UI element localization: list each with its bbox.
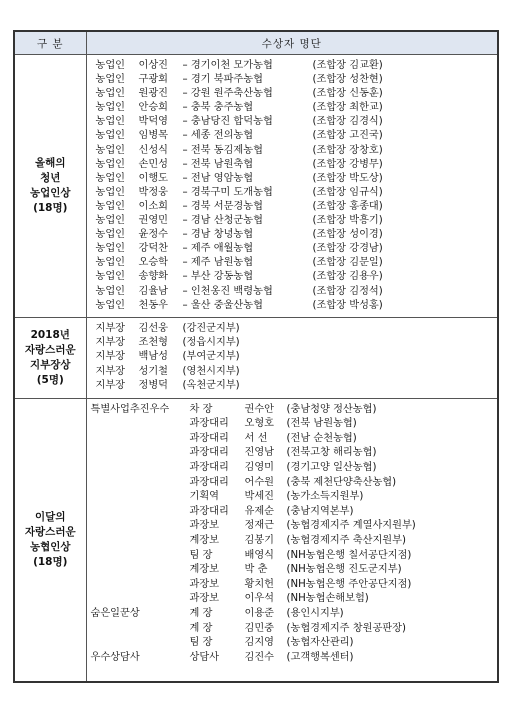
awardee-title: 농업인 bbox=[95, 243, 126, 255]
awardee-org: (농협자산관리) bbox=[286, 637, 354, 649]
awardee-org: – 전북 남원축협 bbox=[182, 158, 254, 170]
list-item bbox=[87, 322, 498, 336]
awardee-title: 농업인 bbox=[95, 229, 126, 241]
awardee-note: (조합장 박흥기) bbox=[312, 215, 383, 227]
awardee-title: 농업인 bbox=[95, 285, 126, 297]
list-item bbox=[87, 200, 498, 214]
list-item bbox=[87, 578, 498, 593]
list-item bbox=[87, 365, 498, 379]
awardee-org: – 충남당진 합덕농협 bbox=[182, 116, 273, 128]
awardee-org: – 경북구미 도개농협 bbox=[182, 186, 273, 198]
awardee-note: (조합장 홍종대) bbox=[312, 200, 383, 212]
header-row bbox=[14, 31, 498, 55]
list-item bbox=[87, 490, 498, 505]
awardee-name: 박덕영 bbox=[138, 116, 169, 128]
awardee-group: 숨은일꾼상 bbox=[90, 607, 140, 619]
awardee-name: 서 선 bbox=[244, 432, 268, 444]
awardee-note: (조합장 김용우) bbox=[312, 271, 383, 283]
awardee-title: 팀 장 bbox=[189, 637, 213, 649]
list-item bbox=[87, 519, 498, 534]
awardee-name: 이용준 bbox=[244, 607, 275, 619]
list-item bbox=[87, 242, 498, 256]
list-item bbox=[87, 607, 498, 622]
list-item bbox=[87, 256, 498, 270]
list-item bbox=[87, 592, 498, 607]
awardee-org: (경기고양 일산농협) bbox=[286, 462, 377, 474]
awardee-name: 신성식 bbox=[138, 144, 169, 156]
list-item bbox=[87, 563, 498, 578]
awardee-org: (NH농협손해보험) bbox=[286, 593, 369, 605]
awardee-note: (조합장 임규식) bbox=[312, 186, 383, 198]
awardee-org: (충북 제천단양축산농협) bbox=[286, 476, 397, 488]
awardee-org: (충남지역본부) bbox=[286, 505, 354, 517]
list-item bbox=[87, 214, 498, 228]
list-item bbox=[87, 228, 498, 242]
awardee-name: 조천형 bbox=[138, 337, 169, 349]
awardee-note: (조합장 고진국) bbox=[312, 130, 383, 142]
awardee-name: 정병덕 bbox=[138, 380, 169, 392]
awardee-org: – 충북 충주농협 bbox=[182, 102, 254, 114]
awardee-name: 원광진 bbox=[138, 88, 169, 100]
section-young-farmer bbox=[14, 55, 498, 318]
awardee-name: 안승희 bbox=[138, 102, 169, 114]
awardee-org: – 경북 서문경농협 bbox=[182, 200, 263, 212]
awardee-note: (조합장 김정석) bbox=[312, 285, 383, 297]
awardee-title: 계장보 bbox=[189, 534, 220, 546]
awardee-org: – 경남 창녕농협 bbox=[182, 229, 254, 241]
awardee-org: (충남청양 정산농협) bbox=[286, 403, 377, 415]
list-item bbox=[87, 549, 498, 564]
awardee-name: 송향화 bbox=[138, 271, 169, 283]
list-item bbox=[87, 417, 498, 432]
awardee-name: 김선웅 bbox=[138, 322, 169, 334]
awardee-title: 지부장 bbox=[95, 322, 126, 334]
list-item bbox=[87, 115, 498, 129]
awardee-title: 지부장 bbox=[95, 380, 126, 392]
awardee-title: 농업인 bbox=[95, 88, 126, 100]
awardee-org: (NH농협은행 진도군지부) bbox=[286, 564, 402, 576]
awardee-name: 천동우 bbox=[138, 299, 169, 311]
awardee-title: 농업인 bbox=[95, 257, 126, 269]
awardee-title: 농업인 bbox=[95, 299, 126, 311]
awardee-name: 유제순 bbox=[244, 505, 275, 517]
awardee-org: – 경기이천 모가농협 bbox=[182, 60, 273, 71]
awardee-note: (조합장 강경남) bbox=[312, 243, 383, 255]
header-awardees: 수상자 명단 bbox=[86, 31, 498, 55]
awardee-title: 농업인 bbox=[95, 130, 126, 142]
list-item bbox=[87, 172, 498, 186]
list-item bbox=[87, 59, 498, 73]
awardee-name: 박 춘 bbox=[244, 564, 268, 576]
awardee-name: 권수안 bbox=[244, 403, 275, 415]
awardee-org: (부여군지부) bbox=[182, 351, 240, 363]
awardee-org: (강진군지부) bbox=[182, 322, 240, 334]
list-item bbox=[87, 651, 498, 666]
awardee-org: (농협경제지주 축산지원부) bbox=[286, 534, 406, 546]
awardee-org: – 인천옹진 백령농협 bbox=[182, 285, 273, 297]
awardee-org: – 부산 강동농협 bbox=[182, 271, 254, 283]
awardee-org: – 전북 동김제농협 bbox=[182, 144, 263, 156]
awardee-org: (NH농협은행 주안공단지점) bbox=[286, 578, 412, 590]
awardee-name: 황치헌 bbox=[244, 578, 275, 590]
section-monthly-nh bbox=[14, 398, 498, 682]
awardee-name: 이행도 bbox=[138, 172, 169, 184]
awardee-name: 윤정수 bbox=[138, 229, 169, 241]
awardee-title: 과장보 bbox=[189, 593, 220, 605]
awardee-title: 농업인 bbox=[95, 60, 126, 71]
list-item bbox=[87, 534, 498, 549]
awardee-title: 상담사 bbox=[189, 651, 220, 663]
awardee-org: (옥천군지부) bbox=[182, 380, 240, 392]
awardee-name: 이상진 bbox=[138, 60, 169, 71]
awardee-note: (조합장 신동훈) bbox=[312, 88, 383, 100]
awardee-note: (조합장 성이경) bbox=[312, 229, 383, 241]
list-item bbox=[87, 186, 498, 200]
list-item bbox=[87, 158, 498, 172]
awardee-title: 농업인 bbox=[95, 271, 126, 283]
awardee-title: 농업인 bbox=[95, 116, 126, 128]
awardee-title: 과장대리 bbox=[189, 447, 229, 459]
awardee-list bbox=[86, 317, 498, 398]
awardee-org: (농협경제지주 계열사지원부) bbox=[286, 520, 416, 532]
awardee-org: (농가소득지원부) bbox=[286, 491, 364, 503]
awardee-org: – 강원 원주축산농협 bbox=[182, 88, 273, 100]
awardee-title: 과장대리 bbox=[189, 462, 229, 474]
awardee-name: 정재근 bbox=[244, 520, 275, 532]
category-cell: 이달의 자랑스러운 농협인상 (18명) bbox=[14, 398, 86, 682]
awardee-org: (전남 순천농협) bbox=[286, 432, 357, 444]
awardee-org: (전북 남원농협) bbox=[286, 418, 357, 430]
awardee-title: 농업인 bbox=[95, 200, 126, 212]
awardee-name: 박세진 bbox=[244, 491, 275, 503]
awardee-note: (조합장 김경식) bbox=[312, 116, 383, 128]
list-item bbox=[87, 73, 498, 87]
awardee-title: 농업인 bbox=[95, 144, 126, 156]
awardee-name: 구광회 bbox=[138, 74, 169, 86]
awardee-note: (조합장 장창호) bbox=[312, 144, 383, 156]
category-cell: 2018년 자랑스러운 지부장상 (5명) bbox=[14, 317, 86, 398]
awardee-org: (NH농협은행 칠서공단지점) bbox=[286, 549, 412, 561]
list-item bbox=[87, 432, 498, 447]
awardee-title: 농업인 bbox=[95, 172, 126, 184]
awardee-org: – 세종 전의농협 bbox=[182, 130, 254, 142]
awardee-title: 과장대리 bbox=[189, 476, 229, 488]
awardee-org: – 제주 남원농협 bbox=[182, 257, 254, 269]
awardee-org: (전북고창 해리농협) bbox=[286, 447, 377, 459]
awardee-title: 차 장 bbox=[189, 403, 213, 415]
awardee-name: 김율남 bbox=[138, 285, 169, 297]
awardee-title: 과장대리 bbox=[189, 418, 229, 430]
awardee-note: (조합장 최한교) bbox=[312, 102, 383, 114]
list-item bbox=[87, 87, 498, 101]
list-item bbox=[87, 379, 498, 393]
awardee-title: 계 장 bbox=[189, 622, 213, 634]
awardee-title: 농업인 bbox=[95, 158, 126, 170]
awardee-name: 김지영 bbox=[244, 637, 275, 649]
awardee-title: 농업인 bbox=[95, 74, 126, 86]
header-category: 구 분 bbox=[14, 31, 86, 55]
awardee-title: 계장보 bbox=[189, 564, 220, 576]
awardee-org: – 울산 중울산농협 bbox=[182, 299, 263, 311]
awardee-name: 진영남 bbox=[244, 447, 275, 459]
list-item bbox=[87, 270, 498, 284]
awardee-name: 백남성 bbox=[138, 351, 169, 363]
awardee-note: (조합장 박도상) bbox=[312, 172, 383, 184]
awardee-name: 박정웅 bbox=[138, 186, 169, 198]
awardee-name: 이소희 bbox=[138, 200, 169, 212]
awardee-org: – 제주 애월농협 bbox=[182, 243, 254, 255]
awardee-name: 김민중 bbox=[244, 622, 275, 634]
awardee-org: (용인시지부) bbox=[286, 607, 344, 619]
awardee-org: – 경기 북파주농협 bbox=[182, 74, 263, 86]
list-item bbox=[87, 285, 498, 299]
awardee-title: 농업인 bbox=[95, 215, 126, 227]
awardee-org: – 전남 영암농협 bbox=[182, 172, 254, 184]
awardee-name: 오형호 bbox=[244, 418, 275, 430]
list-item bbox=[87, 446, 498, 461]
awardee-name: 이우석 bbox=[244, 593, 275, 605]
list-item bbox=[87, 336, 498, 350]
list-item bbox=[87, 476, 498, 491]
awardee-name: 오승학 bbox=[138, 257, 169, 269]
list-item bbox=[87, 101, 498, 115]
list-item bbox=[87, 636, 498, 651]
awardee-list bbox=[86, 55, 498, 318]
awardee-name: 권영민 bbox=[138, 215, 169, 227]
awardee-title: 지부장 bbox=[95, 365, 126, 377]
list-item bbox=[87, 403, 498, 418]
awardee-org: (농협경제지주 창원공판장) bbox=[286, 622, 406, 634]
awardee-name: 김진수 bbox=[244, 651, 275, 663]
awardee-note: (조합장 강병무) bbox=[312, 158, 383, 170]
awardee-title: 과장대리 bbox=[189, 505, 229, 517]
awardee-group: 우수상담사 bbox=[90, 651, 140, 663]
awardee-title: 농업인 bbox=[95, 186, 126, 198]
awardee-note: (조합장 김문일) bbox=[312, 257, 383, 269]
awardee-table bbox=[13, 30, 499, 683]
awardee-name: 임병목 bbox=[138, 130, 169, 142]
list-item bbox=[87, 144, 498, 158]
awardee-title: 농업인 bbox=[95, 102, 126, 114]
list-item bbox=[87, 505, 498, 520]
awardee-note: (조합장 박성홍) bbox=[312, 299, 383, 311]
awardee-name: 손민성 bbox=[138, 158, 169, 170]
awardee-name: 김영미 bbox=[244, 462, 275, 474]
list-item bbox=[87, 350, 498, 364]
awardee-title: 기획역 bbox=[189, 491, 220, 503]
list-item bbox=[87, 129, 498, 143]
awardee-name: 어수원 bbox=[244, 476, 275, 488]
awardee-title: 팀 장 bbox=[189, 549, 213, 561]
awardee-title: 과장보 bbox=[189, 520, 220, 532]
awardee-note: (조합장 성찬현) bbox=[312, 74, 383, 86]
category-cell: 올해의 청년 농업인상 (18명) bbox=[14, 55, 86, 318]
awardee-title: 과장대리 bbox=[189, 432, 229, 444]
awardee-title: 계 장 bbox=[189, 607, 213, 619]
awardee-name: 김봉기 bbox=[244, 534, 275, 546]
awardee-org: – 경남 산청군농협 bbox=[182, 215, 263, 227]
awardee-name: 성기철 bbox=[138, 365, 169, 377]
awardee-group: 특별사업추진우수 bbox=[90, 403, 170, 415]
awardee-title: 과장보 bbox=[189, 578, 220, 590]
awardee-title: 지부장 bbox=[95, 337, 126, 349]
awardee-title: 지부장 bbox=[95, 351, 126, 363]
list-item bbox=[87, 461, 498, 476]
awardee-name: 배영식 bbox=[244, 549, 275, 561]
awardee-org: (고객행복센터) bbox=[286, 651, 354, 663]
list-item bbox=[87, 622, 498, 637]
awardee-note: (조합장 김교환) bbox=[312, 60, 383, 71]
awardee-org: (영천시지부) bbox=[182, 365, 240, 377]
awardee-list bbox=[86, 398, 498, 682]
awardee-name: 강덕찬 bbox=[138, 243, 169, 255]
list-item bbox=[87, 299, 498, 313]
awardee-org: (정읍시지부) bbox=[182, 337, 240, 349]
section-branch-manager bbox=[14, 317, 498, 398]
